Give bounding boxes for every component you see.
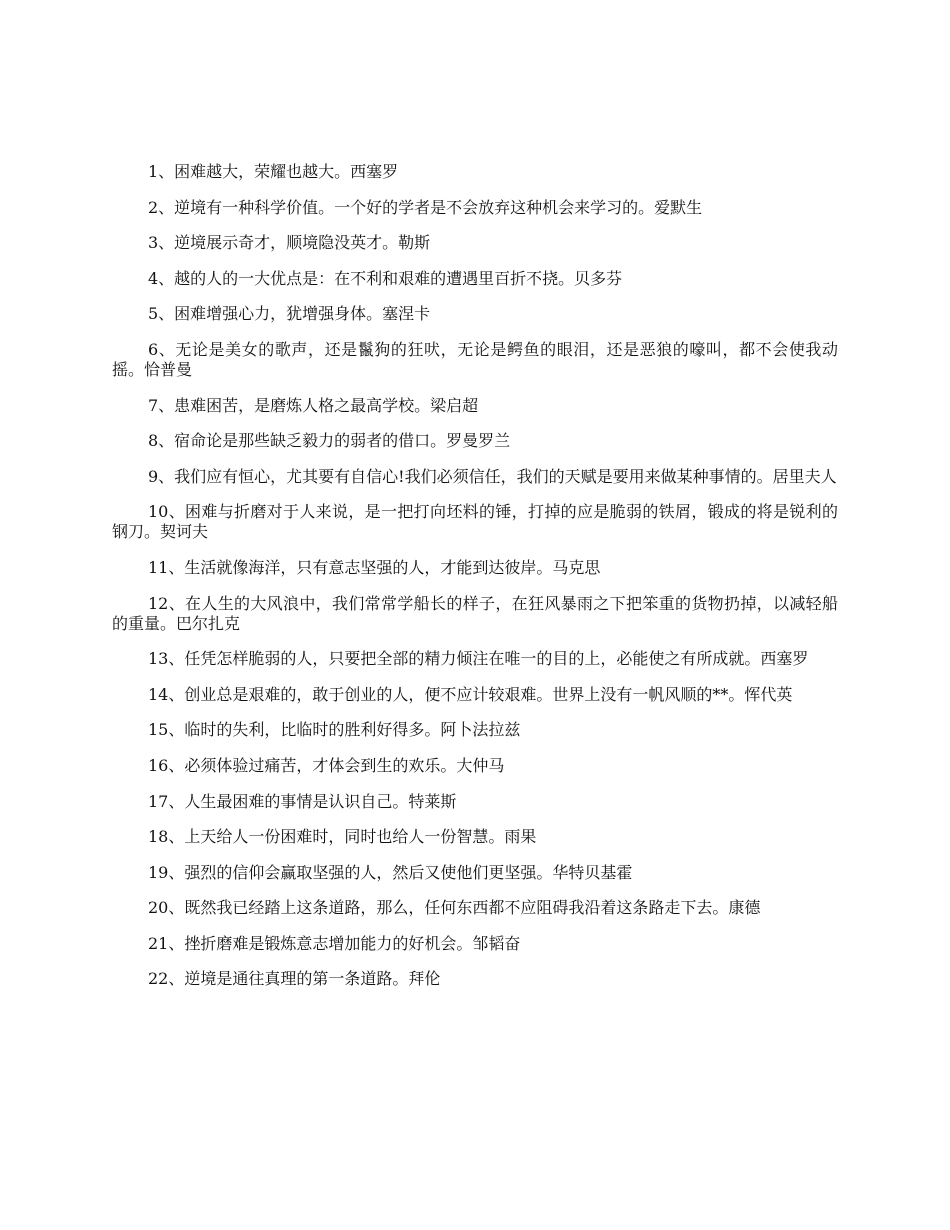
quote-paragraph: 15、临时的失利，比临时的胜利好得多。阿卜法拉兹	[148, 720, 521, 740]
quote-paragraph: 2、逆境有一种科学价值。一个好的学者是不会放弃这种机会来学习的。爱默生	[148, 197, 703, 217]
quote-paragraph: 12、在人生的大风浪中，我们常常学船长的样子，在狂风暴雨之下把笨重的货物扔掉，以减轻船的重量。巴尔扎克	[112, 593, 838, 633]
quote-paragraph: 9、我们应有恒心，尤其要有自信心!我们必须信任，我们的天赋是要用来做某种事情的。居里夫人	[148, 466, 837, 486]
quote-paragraph: 1、困难越大，荣耀也越大。西塞罗	[148, 162, 399, 181]
document-body	[112, 162, 838, 1005]
quote-paragraph: 19、强烈的信仰会赢取坚强的人，然后又使他们更坚强。华特贝基霍	[148, 862, 633, 882]
quote-paragraph: 17、人生最困难的事情是认识自己。特莱斯	[148, 791, 457, 811]
quote-paragraph: 10、困难与折磨对于人来说，是一把打向坯料的锤，打掉的应是脆弱的铁屑，锻成的将是锐利的钢刀。契诃夫	[112, 502, 838, 542]
quote-paragraph: 6、无论是美女的歌声，还是鬣狗的狂吠，无论是鳄鱼的眼泪，还是恶狼的嚎叫，都不会使我动摇。恰普曼	[112, 339, 838, 379]
quote-paragraph: 5、困难增强心力，犹增强身体。塞涅卡	[148, 304, 431, 324]
quote-paragraph: 21、挫折磨难是锻炼意志增加能力的好机会。邹韬奋	[148, 933, 521, 953]
quote-paragraph: 11、生活就像海洋，只有意志坚强的人，才能到达彼岸。马克思	[148, 557, 601, 577]
quote-paragraph: 20、既然我已经踏上这条道路，那么，任何东西都不应阻碍我沿着这条路走下去。康德	[148, 898, 761, 918]
quote-paragraph: 13、任凭怎样脆弱的人，只要把全部的精力倾注在唯一的目的上，必能使之有所成就。西塞罗	[148, 649, 809, 669]
quote-paragraph: 7、患难困苦，是磨炼人格之最高学校。梁启超	[148, 395, 479, 415]
quote-paragraph: 18、上天给人一份困难时，同时也给人一份智慧。雨果	[148, 827, 537, 847]
quote-paragraph: 14、创业总是艰难的，敢于创业的人，便不应计较艰难。世界上没有一帆风顺的**。恽代英	[148, 684, 793, 704]
quote-paragraph: 16、必须体验过痛苦，才体会到生的欢乐。大仲马	[148, 755, 505, 775]
quote-paragraph: 3、逆境展示奇才，顺境隐没英才。勒斯	[148, 233, 431, 253]
quote-paragraph: 22、逆境是通往真理的第一条道路。拜伦	[148, 969, 441, 989]
quote-paragraph: 8、宿命论是那些缺乏毅力的弱者的借口。罗曼罗兰	[148, 431, 511, 451]
quote-paragraph: 4、越的人的一大优点是：在不利和艰难的遭遇里百折不挠。贝多芬	[148, 268, 623, 288]
